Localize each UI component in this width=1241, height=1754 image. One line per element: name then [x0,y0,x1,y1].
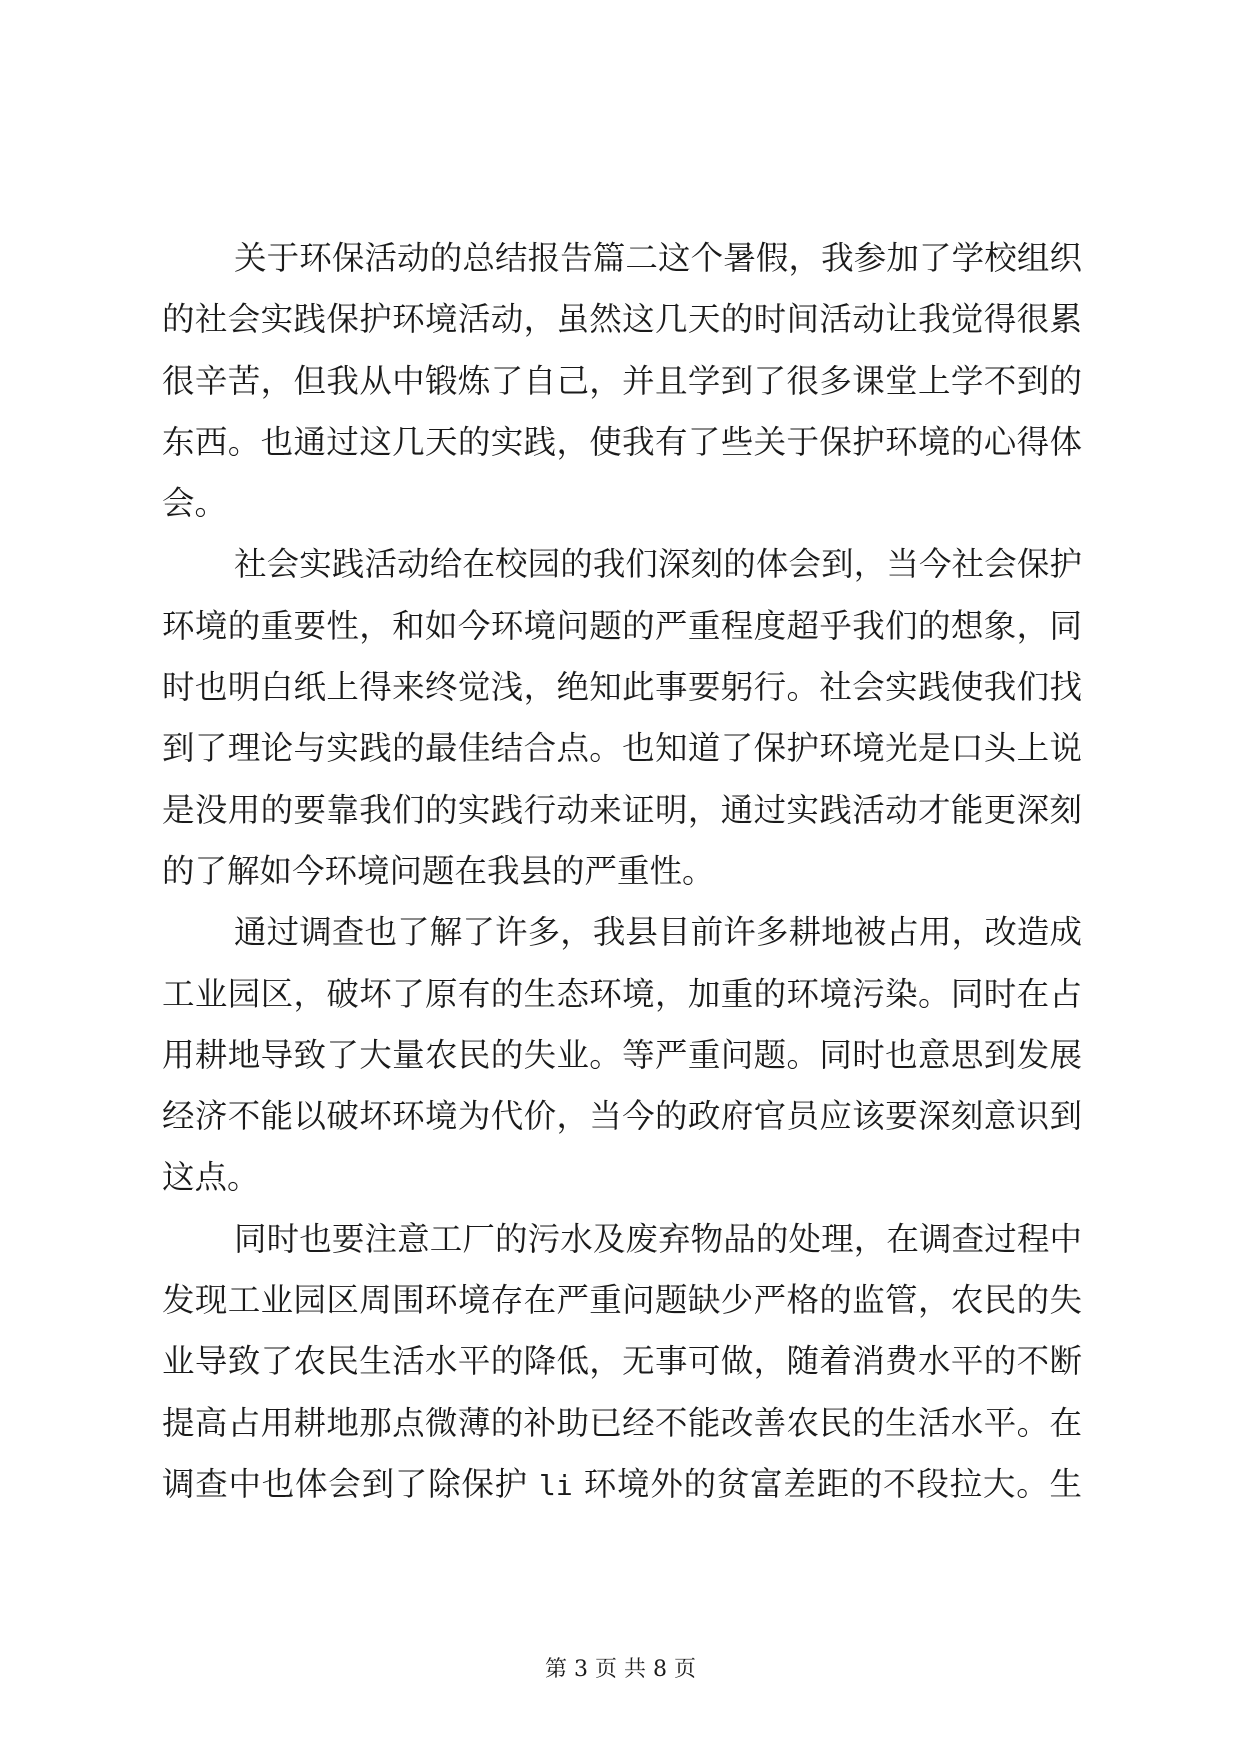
text-line: 的了解如今环境问题在我县的严重性。 [162,851,715,890]
page-number-footer: 第 3 页 共 8 页 [545,1657,696,1682]
text-segment-latin: li [538,1468,573,1502]
text-line: 很辛苦，但我从中锻炼了自己，并且学到了很多课堂上学不到的 [162,361,1082,400]
text-line: 发现工业园区周围环境存在严重问题缺少严格的监管，农民的失 [162,1281,1082,1320]
text-line: 同时也要注意工厂的污水及废弃物品的处理，在调查过程中 [234,1219,1082,1258]
text-line: 这点。 [162,1158,260,1197]
text-line: 东西。也通过这几天的实践，使我有了些关于保护环境的心得体 [162,422,1082,461]
text-line: 用耕地导致了大量农民的失业。等严重问题。同时也意思到发展 [162,1035,1082,1074]
text-segment: 调查中也体会到了除保护 [162,1464,528,1503]
text-line: 关于环保活动的总结报告篇二这个暑假，我参加了学校组织 [234,239,1082,277]
text-line: 通过调查也了解了许多，我县目前许多耕地被占用，改造成 [234,913,1082,952]
text-line: 的社会实践保护环境活动，虽然这几天的时间活动让我觉得很累 [162,300,1082,339]
text-line: 经济不能以破坏环境为代价，当今的政府官员应该要深刻意识到 [162,1097,1082,1136]
text-line: 业导致了农民生活水平的降低，无事可做，随着消费水平的不断 [162,1342,1082,1381]
text-line: 社会实践活动给在校园的我们深刻的体会到，当今社会保护 [234,545,1082,584]
text-segment: 环境外的贫富差距的不段拉大。生 [583,1464,1082,1503]
text-line: 环境的重要性，和如今环境问题的严重程度超乎我们的想象，同 [162,606,1082,645]
text-line: 时也明白纸上得来终觉浅，绝知此事要躬行。社会实践使我们找 [162,668,1082,707]
text-line: 工业园区，破坏了原有的生态环境，加重的环境污染。同时在占 [162,974,1082,1013]
text-line: 提高占用耕地那点微薄的补助已经不能改善农民的生活水平。在 [162,1403,1082,1442]
text-line: 是没用的要靠我们的实践行动来证明，通过实践活动才能更深刻 [162,790,1082,829]
text-line: 到了理论与实践的最佳结合点。也知道了保护环境光是口头上说 [162,729,1082,768]
document-body [162,228,1082,1515]
text-line [162,1454,1082,1515]
text-line: 会。 [162,484,228,523]
